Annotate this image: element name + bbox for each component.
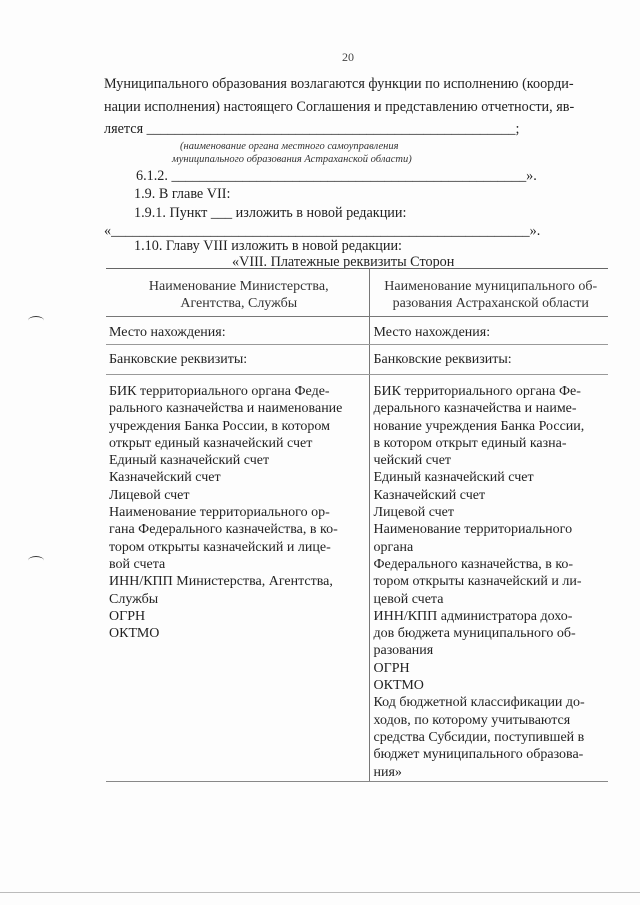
details-right-line: Код бюджетной классификации до- bbox=[373, 695, 585, 711]
details-right-line: дерального казначейства и наиме- bbox=[373, 401, 577, 417]
details-right-line: Единый казначейский счет bbox=[373, 470, 534, 486]
item-1-9: 1.9. В главе VII: bbox=[134, 186, 231, 202]
header-right-cell bbox=[369, 269, 608, 317]
details-right-line: средства Субсидии, поступившей в bbox=[373, 729, 585, 745]
details-right-line: БИК территориального органа Фе- bbox=[373, 384, 581, 399]
quote-line: «___________________________________________________________». bbox=[104, 223, 541, 239]
details-left-line: открыт единый казначейский счет bbox=[109, 435, 313, 451]
details-right-line: чейский счет bbox=[373, 453, 452, 469]
details-left-line: гана Федерального казначейства, в ко- bbox=[109, 522, 338, 538]
details-right-line: Казначейский счет bbox=[373, 487, 486, 503]
details-left-line: Лицевой счет bbox=[109, 487, 190, 503]
paragraph-line-3: ляется ____________________________________________________; bbox=[104, 121, 520, 137]
caption-line-2: муниципального образования Астраханской области) bbox=[172, 154, 412, 165]
item-1-9-1: 1.9.1. Пункт ___ изложить в новой редакции: bbox=[134, 205, 407, 221]
details-right-line: разования bbox=[373, 643, 434, 659]
details-left-line: тором открыты казначейский и лице- bbox=[109, 539, 331, 555]
details-left-line: БИК территориального органа Феде- bbox=[109, 384, 330, 399]
details-right-line: ОГРН bbox=[373, 660, 410, 676]
details-right-line: Федерального казначейства, в ко- bbox=[373, 556, 574, 572]
details-right-line: дов бюджета муниципального об- bbox=[373, 626, 576, 642]
item-1-10: 1.10. Главу VIII изложить в новой редакции: bbox=[134, 238, 402, 254]
details-left-line: рального казначейства и наименование bbox=[109, 401, 343, 417]
details-right-line: нование учреждения Банка России, bbox=[373, 418, 585, 434]
details-right-cell bbox=[369, 375, 608, 782]
item-6-1-2: 6.1.2. __________________________________________________». bbox=[136, 168, 537, 184]
margin-binding-mark bbox=[28, 556, 44, 565]
details-right-line: Лицевой счет bbox=[373, 505, 455, 521]
details-left-line: вой счета bbox=[109, 556, 166, 572]
location-right: Место нахождения: bbox=[369, 317, 608, 345]
paragraph-line-1: Муниципального образования возлагаются функции по исполнению (коорди- bbox=[104, 76, 574, 92]
caption-line-1: (наименование органа местного самоуправления bbox=[180, 141, 399, 152]
details-left-line: Казначейский счет bbox=[109, 470, 221, 486]
details-left-line: Наименование территориального ор- bbox=[109, 505, 330, 521]
details-left-line: учреждения Банка России, в котором bbox=[109, 418, 330, 434]
details-right-line: в котором открыт единый казна- bbox=[373, 435, 567, 451]
details-left-cell bbox=[106, 375, 369, 782]
header-left-cell bbox=[106, 269, 369, 317]
page-bottom-edge bbox=[0, 892, 640, 893]
page-number: 20 bbox=[342, 50, 354, 64]
header-right-line: Наименование муниципального об- bbox=[384, 279, 598, 294]
details-right-line: ИНН/КПП администратора дохо- bbox=[373, 608, 573, 624]
location-left: Место нахождения: bbox=[106, 317, 369, 345]
requisites-table bbox=[106, 268, 608, 782]
header-right-line: разования Астраханской области bbox=[392, 296, 589, 312]
details-right-line: тором открыты казначейский и ли- bbox=[373, 574, 582, 590]
bank-left: Банковские реквизиты: bbox=[106, 345, 369, 375]
section-title: «VIII. Платежные реквизиты Сторон bbox=[232, 254, 455, 270]
details-left-line: Единый казначейский счет bbox=[109, 453, 270, 469]
details-right-line: ходов, по которому учитываются bbox=[373, 712, 571, 728]
details-left-line: ИНН/КПП Министерства, Агентства, bbox=[109, 574, 333, 590]
header-left-line: Агентства, Службы bbox=[180, 296, 298, 312]
paragraph-line-2: нации исполнения) настоящего Соглашения и представлению отчетности, яв- bbox=[104, 99, 575, 115]
bank-right: Банковские реквизиты: bbox=[369, 345, 608, 375]
details-right-line: Наименование территориального bbox=[373, 522, 573, 538]
details-right-line: бюджет муниципального образова- bbox=[373, 747, 584, 763]
details-left-line: Службы bbox=[109, 591, 159, 607]
details-left-line: ОКТМО bbox=[109, 626, 160, 642]
details-right-line: ния» bbox=[373, 764, 402, 780]
header-left-line: Наименование Министерства, bbox=[148, 279, 329, 294]
details-left-line: ОГРН bbox=[109, 608, 146, 624]
details-right-line: органа bbox=[373, 539, 414, 555]
details-right-line: цевой счета bbox=[373, 591, 444, 607]
details-right-line: ОКТМО bbox=[373, 678, 424, 694]
margin-binding-mark bbox=[28, 316, 44, 325]
